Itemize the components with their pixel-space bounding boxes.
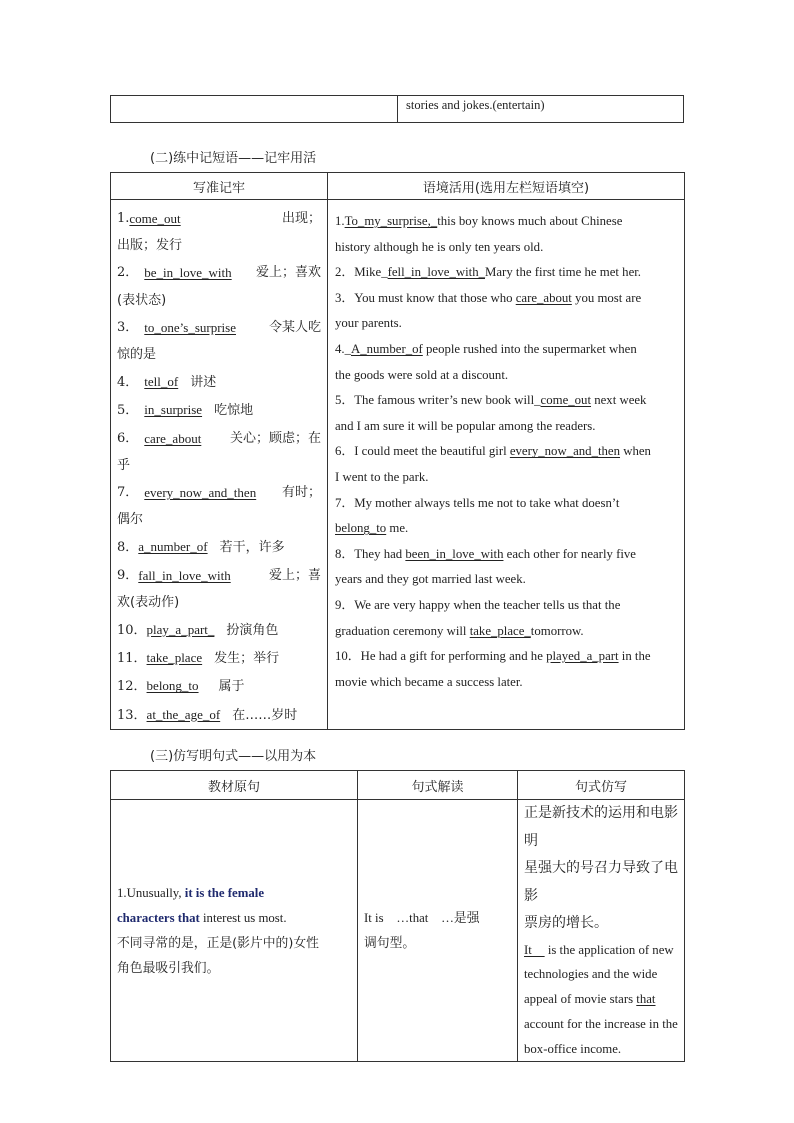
imitation-en-line: account for the increase in the xyxy=(524,1016,678,1031)
phrase-item: 10．play_a_part_ 扮演角色 xyxy=(117,622,279,639)
sentence-line: 6．I could meet the beautiful girl every_now_and_then when xyxy=(335,444,651,459)
phrase-table xyxy=(110,172,685,730)
section3-title: (三)仿写明句式——以用为本 xyxy=(150,749,317,764)
sentence-list xyxy=(328,200,685,730)
phrase-item: 13．at_the_age_of 在……岁时 xyxy=(117,706,298,723)
imitation-zh-line: 星强大的号召力导致了电影 xyxy=(524,860,678,904)
sentence-line: and I am sure it will be popular among the readers. xyxy=(335,418,596,433)
original-sentence-line: 1.Unusually, it is the female xyxy=(117,885,265,900)
section2-title: (二)练中记短语——记牢用活 xyxy=(150,151,317,166)
imitation-en-line: technologies and the wide xyxy=(524,967,658,982)
phrase-list xyxy=(111,200,328,730)
phrase-table-header-left: 写准记牢 xyxy=(111,173,328,200)
sentence-line: 3．You must know that those who care_about you most are xyxy=(335,290,642,305)
pattern-header-explain: 句式解读 xyxy=(358,771,518,800)
phrase-table-header-right: 语境活用(选用左栏短语填空) xyxy=(328,173,685,200)
sentence-line: graduation ceremony will take_place_tomorrow. xyxy=(335,623,584,638)
phrase-item: 5． in_surprise 吃惊地 xyxy=(117,402,254,419)
phrase-item: 8．a_number_of 若干，许多 xyxy=(117,539,285,556)
sentence-line: your parents. xyxy=(335,316,402,331)
phrase-item-cont: 乎 xyxy=(117,457,131,473)
sentence-line: 1.To_my_surprise,_this boy knows much about Chinese xyxy=(335,214,623,228)
sentence-line: 4._A_number_of people rushed into the supermarket when xyxy=(335,341,637,356)
imitation-en-line: It is the application of new xyxy=(524,942,674,957)
sentence-line: 9．We are very happy when the teacher tells us that the xyxy=(335,597,621,612)
explanation-line: 调句型。 xyxy=(364,935,416,951)
original-translation: 角色最吸引我们。 xyxy=(117,960,220,976)
imitation-zh-line: 正是新技术的运用和电影明 xyxy=(524,805,678,849)
pattern-header-original: 教材原句 xyxy=(111,771,358,800)
sentence-line: belong_to me. xyxy=(335,521,409,536)
pattern-header-imitate: 句式仿写 xyxy=(518,771,685,800)
phrase-item: 11．take_place 发生；举行 xyxy=(117,650,280,667)
original-sentence xyxy=(111,800,358,1062)
phrase-item: 4． tell_of 讲述 xyxy=(117,374,217,391)
sentence-line: 7．My mother always tells me not to take what doesn’t xyxy=(335,495,620,510)
original-translation: 不同寻常的是，正是(影片中的)女性 xyxy=(117,935,319,951)
imitation-en-line: appeal of movie stars that xyxy=(524,992,656,1007)
top-table-right-cell: stories and jokes.(entertain) xyxy=(398,96,684,123)
sentence-line: I went to the park. xyxy=(335,469,429,484)
sentence-line: years and they got married last week. xyxy=(335,572,526,587)
phrase-item-cont: 惊的是 xyxy=(117,347,157,363)
top-table-left-cell xyxy=(111,96,398,123)
original-sentence-line: characters that interest us most. xyxy=(117,910,287,925)
phrase-item-cont: 偶尔 xyxy=(117,512,144,528)
sentence-pattern-table xyxy=(110,770,685,1062)
imitation-en-line: box-office income. xyxy=(524,1041,622,1056)
sentence-line: 10．He had a gift for performing and he played_a_part in the xyxy=(335,649,651,664)
phrase-item: 12．belong_to 属于 xyxy=(117,678,245,695)
sentence-line: 5．The famous writer’s new book will_come_out next week xyxy=(335,393,647,408)
imitation-sentence xyxy=(518,800,685,1062)
phrase-item: 3． to_one’s_surprise 令某人吃 xyxy=(117,319,321,335)
phrase-item: 1. come_out 出现； xyxy=(117,211,321,226)
sentence-line: the goods were sold at a discount. xyxy=(335,367,509,382)
phrase-item-cont: 欢(表动作) xyxy=(117,594,180,610)
sentence-line: 2．Mike_fell_in_love_with_Mary the first time he met her. xyxy=(335,265,642,280)
sentence-line: movie which became a success later. xyxy=(335,674,523,689)
top-table xyxy=(110,95,684,123)
imitation-zh-line: 票房的增长。 xyxy=(524,915,608,931)
sentence-line: history although he is only ten years old. xyxy=(335,239,544,254)
phrase-item-cont: (表状态) xyxy=(117,292,167,308)
phrase-item-cont: 出版；发行 xyxy=(117,238,183,254)
phrase-item: 2． be_in_love_with 爱上；喜欢 xyxy=(117,265,321,281)
phrase-item: 9． fall_in_love_with 爱上；喜 xyxy=(117,567,321,583)
phrase-item: 7． every_now_and_then 有时； xyxy=(117,485,321,501)
sentence-line: 8．They had been_in_love_with each other for nearly five xyxy=(335,546,636,561)
pattern-explanation xyxy=(358,800,518,1062)
phrase-item: 6． care_about 关心；顾虑；在 xyxy=(117,430,321,446)
explanation-line: It is …that …是强 xyxy=(364,910,480,925)
